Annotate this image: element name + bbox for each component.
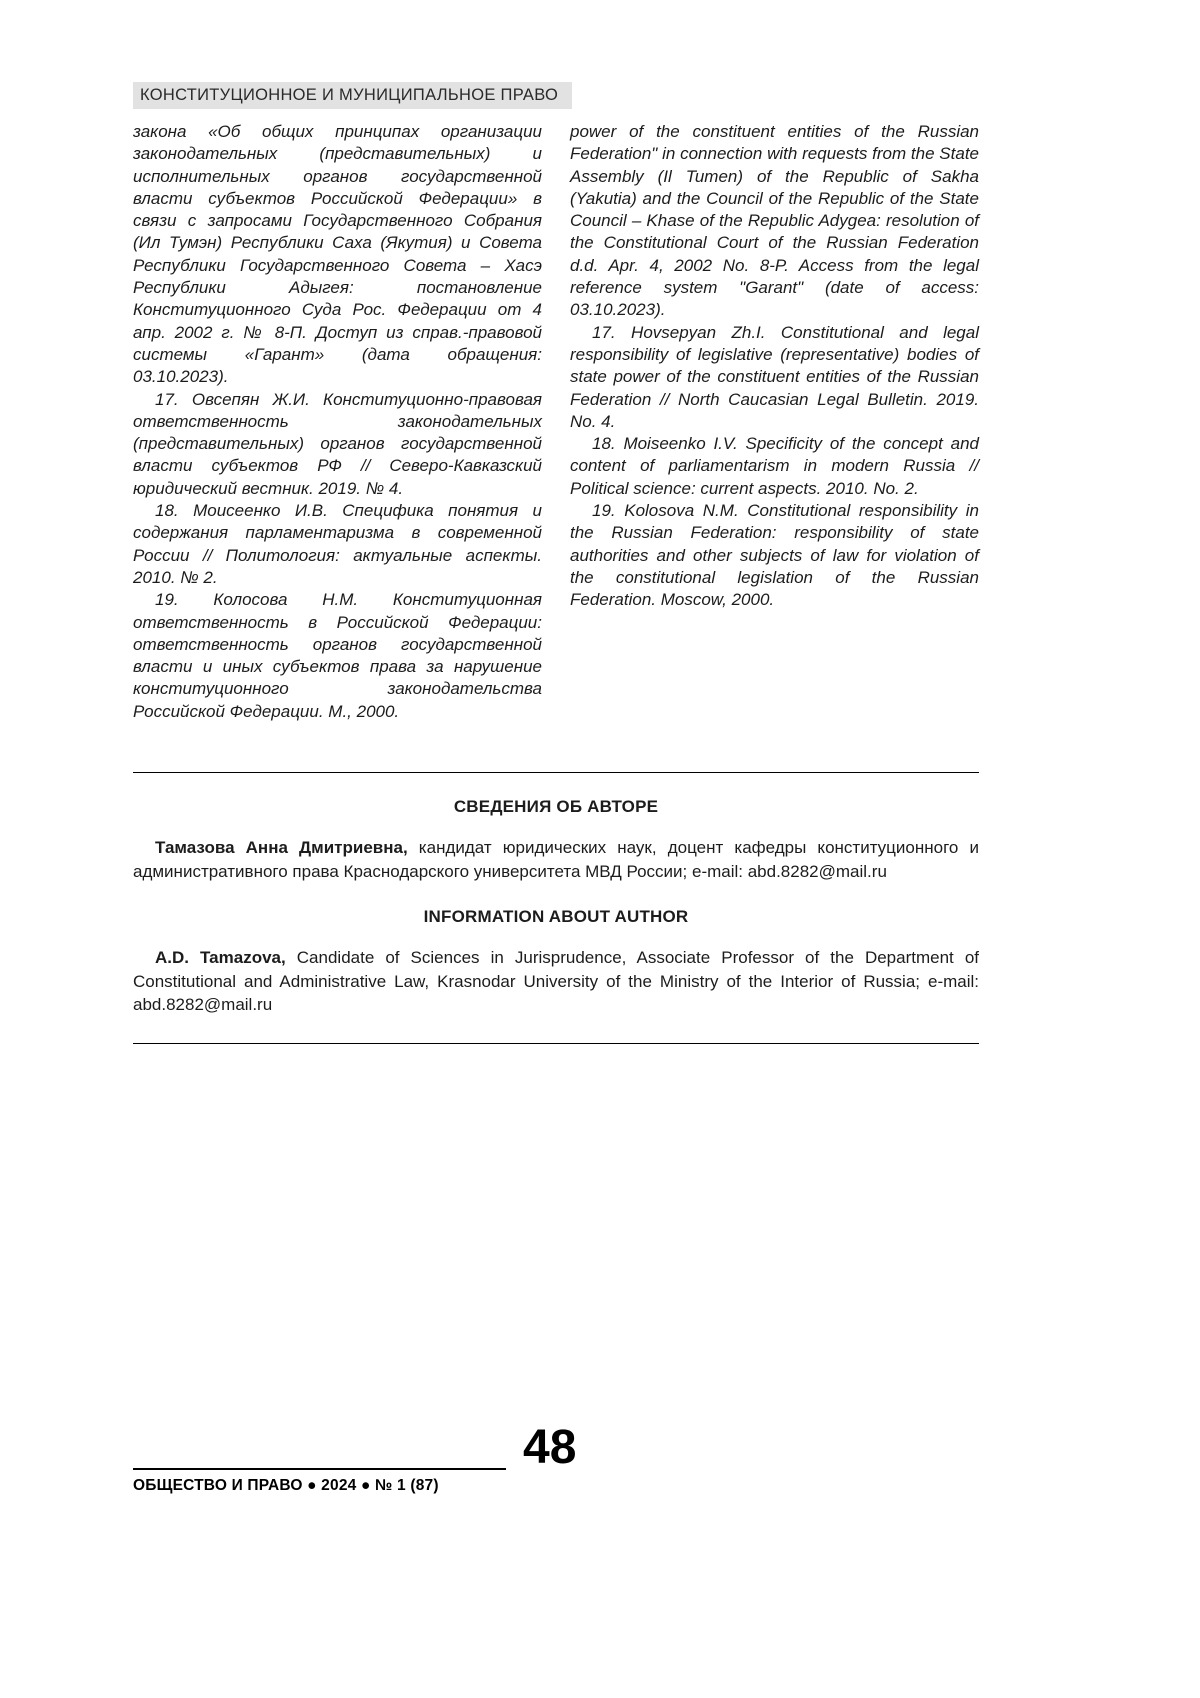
- references-columns: [133, 121, 979, 723]
- divider-top: [133, 772, 979, 773]
- reference-paragraph: 18. Моисеенко И.В. Специфика понятия и содержания парламентаризма в современной России // Политология: актуальные аспекты. 2010. № 2.: [133, 501, 542, 587]
- page-number: 48: [523, 1421, 577, 1474]
- references-right-column: [570, 121, 979, 723]
- author-info-heading-en: INFORMATION ABOUT AUTHOR: [423, 907, 689, 926]
- author-paragraph-en: [133, 946, 979, 1017]
- reference-paragraph: 19. Колосова Н.М. Конституционная ответственность в Российской Федерации: ответственность органов государственной власти и иных субъектов права за нарушение конституционного законодательства Российской Федерации. М., 2000.: [133, 590, 542, 721]
- author-info-heading-ru: СВЕДЕНИЯ ОБ АВТОРЕ: [453, 797, 659, 816]
- author-info-section: [133, 772, 979, 1044]
- reference-paragraph: 19. Kolosova N.M. Constitutional responsibility in the Russian Federation: responsibility of state authorities and other subjects of law for violation of the constitutional legislation of the Russian Federation. Moscow, 2000.: [570, 501, 979, 610]
- author-name-ru: Тамазова Анна Дмитриевна,: [155, 838, 408, 857]
- author-details-en: Candidate of Sciences in Jurisprudence, Associate Professor of the Department of Constitutional and Administrative Law, Krasnodar University of the Ministry of the Interior of Russia; e-mail: abd.8282@mail.ru: [133, 948, 979, 1014]
- section-title: КОНСТИТУЦИОННОЕ И МУНИЦИПАЛЬНОЕ ПРАВО: [140, 86, 559, 104]
- author-paragraph-ru: [133, 836, 979, 883]
- reference-paragraph: 18. Moiseenko I.V. Specificity of the concept and content of parliamentarism in modern Russia // Political science: current aspects. 2010. No. 2.: [570, 434, 979, 498]
- reference-paragraph: 17. Овсепян Ж.И. Конституционно-правовая ответственность законодательных (представительных) органов государственной власти субъектов РФ // Северо-Кавказский юридический вестник. 2019. № 4.: [133, 389, 542, 498]
- journal-footer-line: ОБЩЕСТВО И ПРАВО ● 2024 ● № 1 (87): [133, 1477, 439, 1494]
- author-details-ru: кандидат юридических наук, доцент кафедры конституционного и административного права Краснодарского университета МВД России; e-mail: abd.8282@mail.ru: [133, 838, 979, 881]
- reference-paragraph: 17. Hovsepyan Zh.I. Constitutional and legal responsibility of legislative (representative) bodies of state power of the constituent entities of the Russian Federation // North Caucasian Legal Bulletin. 2019. No. 4.: [570, 322, 979, 431]
- reference-paragraph-continuation: power of the constituent entities of the Russian Federation" in connection with requests from the State Assembly (Il Tumen) of the Republic of Sakha (Yakutia) and the Council of the Republic of the State Council – Khase of the Republic Adygea: resolution of the Constitutional Court of the Russian Federation d.d. Apr. 4, 2002 No. 8-P. Access from the legal reference system "Garant" (date of access: 03.10.2023).: [570, 122, 979, 320]
- references-left-column: [133, 121, 542, 723]
- author-name-en: A.D. Tamazova,: [155, 948, 286, 967]
- footer-rule: [133, 1468, 506, 1470]
- divider-bottom: [133, 1043, 979, 1044]
- section-header-band: [133, 82, 572, 109]
- reference-paragraph-continuation: закона «Об общих принципах организации законодательных (представительных) и исполнительных органов государственной власти субъектов Российской Федерации» в связи с запросами Государственного Собрания (Ил Тумэн) Республики Саха (Якутия) и Совета Республики Государственного Совета – Хасэ Республики Адыгея: постановление Конституционного Суда Рос. Федерации от 4 апр. 2002 г. № 8-П. Доступ из справ.-правовой системы «Гарант» (дата обращения: 03.10.2023).: [133, 122, 542, 387]
